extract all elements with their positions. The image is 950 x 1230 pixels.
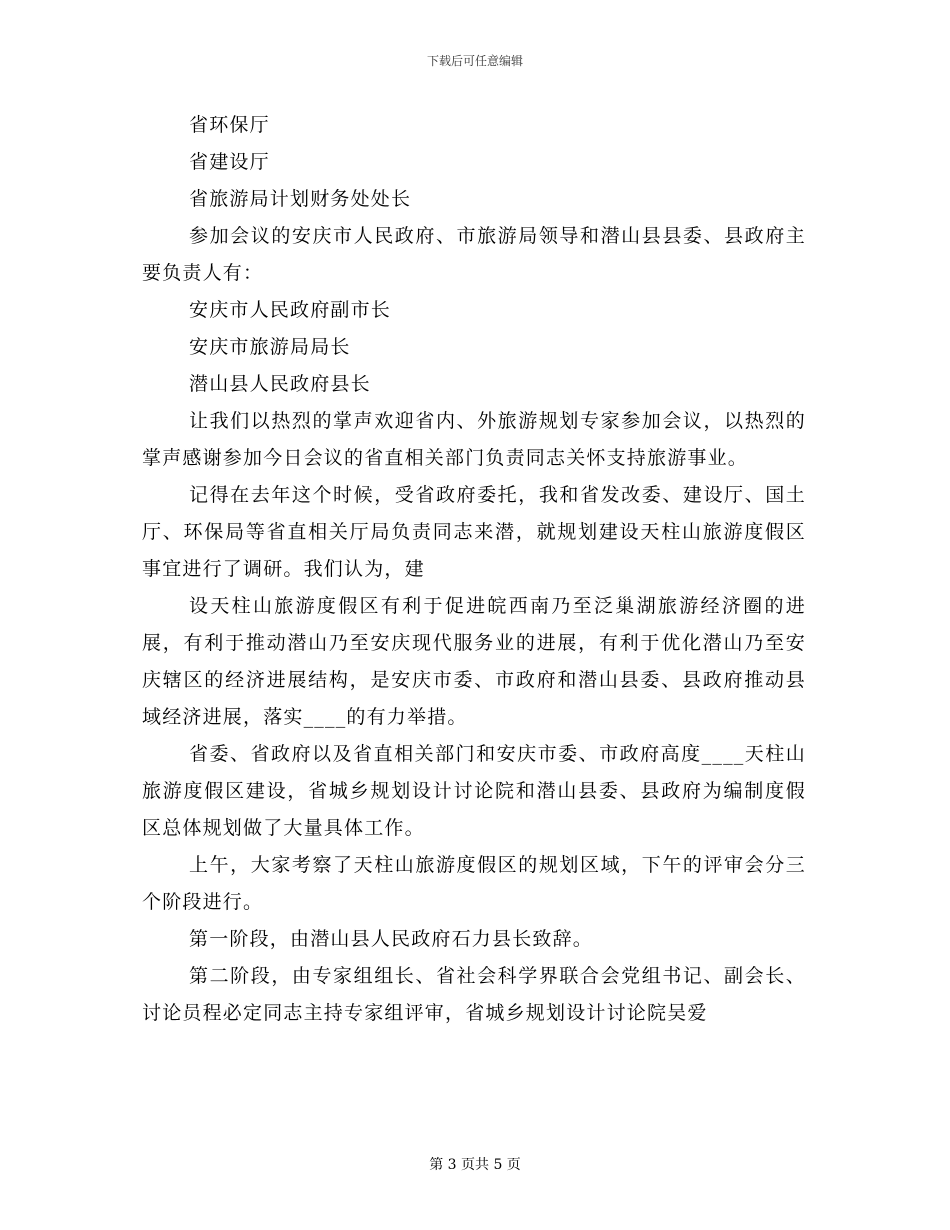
paragraph: 第一阶段，由潜山县人民政府石力县长致辞。 <box>189 928 594 950</box>
page-number-footer: 第 3 页共 5 页 <box>429 1157 521 1173</box>
paragraph: 记得在去年这个时候，受省政府委托，我和省发改委、建设厅、国土厅、环保局等省直相关厅局负责同志来潜，就规划建设天柱山旅游度假区事宜进行了调研。我们认为，建 <box>142 484 806 580</box>
paragraph: 省建设厅 <box>189 151 270 173</box>
paragraph: 让我们以热烈的掌声欢迎省内、外旅游规划专家参加会议，以热烈的掌声感谢参加今日会议的省直相关部门负责同志关怀支持旅游事业。 <box>142 410 806 469</box>
paragraph: 省旅游局计划财务处处长 <box>189 188 412 210</box>
paragraph: 潜山县人民政府县长 <box>189 373 371 395</box>
paragraph: 省委、省政府以及省直相关部门和安庆市委、市政府高度____天柱山旅游度假区建设，省城乡规划设计讨论院和潜山县委、县政府为编制度假区总体规划做了大量具体工作。 <box>142 743 806 839</box>
document-body <box>142 107 806 1032</box>
paragraph: 安庆市旅游局局长 <box>189 336 351 358</box>
paragraph: 省环保厅 <box>189 114 270 136</box>
paragraph: 上午，大家考察了天柱山旅游度假区的规划区域，下午的评审会分三个阶段进行。 <box>142 854 806 913</box>
page-header: 下载后可任意编辑 <box>426 54 523 68</box>
paragraph: 第二阶段，由专家组组长、省社会科学界联合会党组书记、副会长、讨论员程必定同志主持专家组评审，省城乡规划设计讨论院吴爱 <box>142 965 806 1024</box>
paragraph: 安庆市人民政府副市长 <box>189 299 392 321</box>
paragraph: 设天柱山旅游度假区有利于促进皖西南乃至泛巢湖旅游经济圈的进展，有利于推动潜山乃至安庆现代服务业的进展，有利于优化潜山乃至安庆辖区的经济进展结构，是安庆市委、市政府和潜山县委、县政府推动县域经济进展，落实____的有力举措。 <box>142 595 806 728</box>
paragraph: 参加会议的安庆市人民政府、市旅游局领导和潜山县县委、县政府主要负责人有： <box>142 225 806 284</box>
